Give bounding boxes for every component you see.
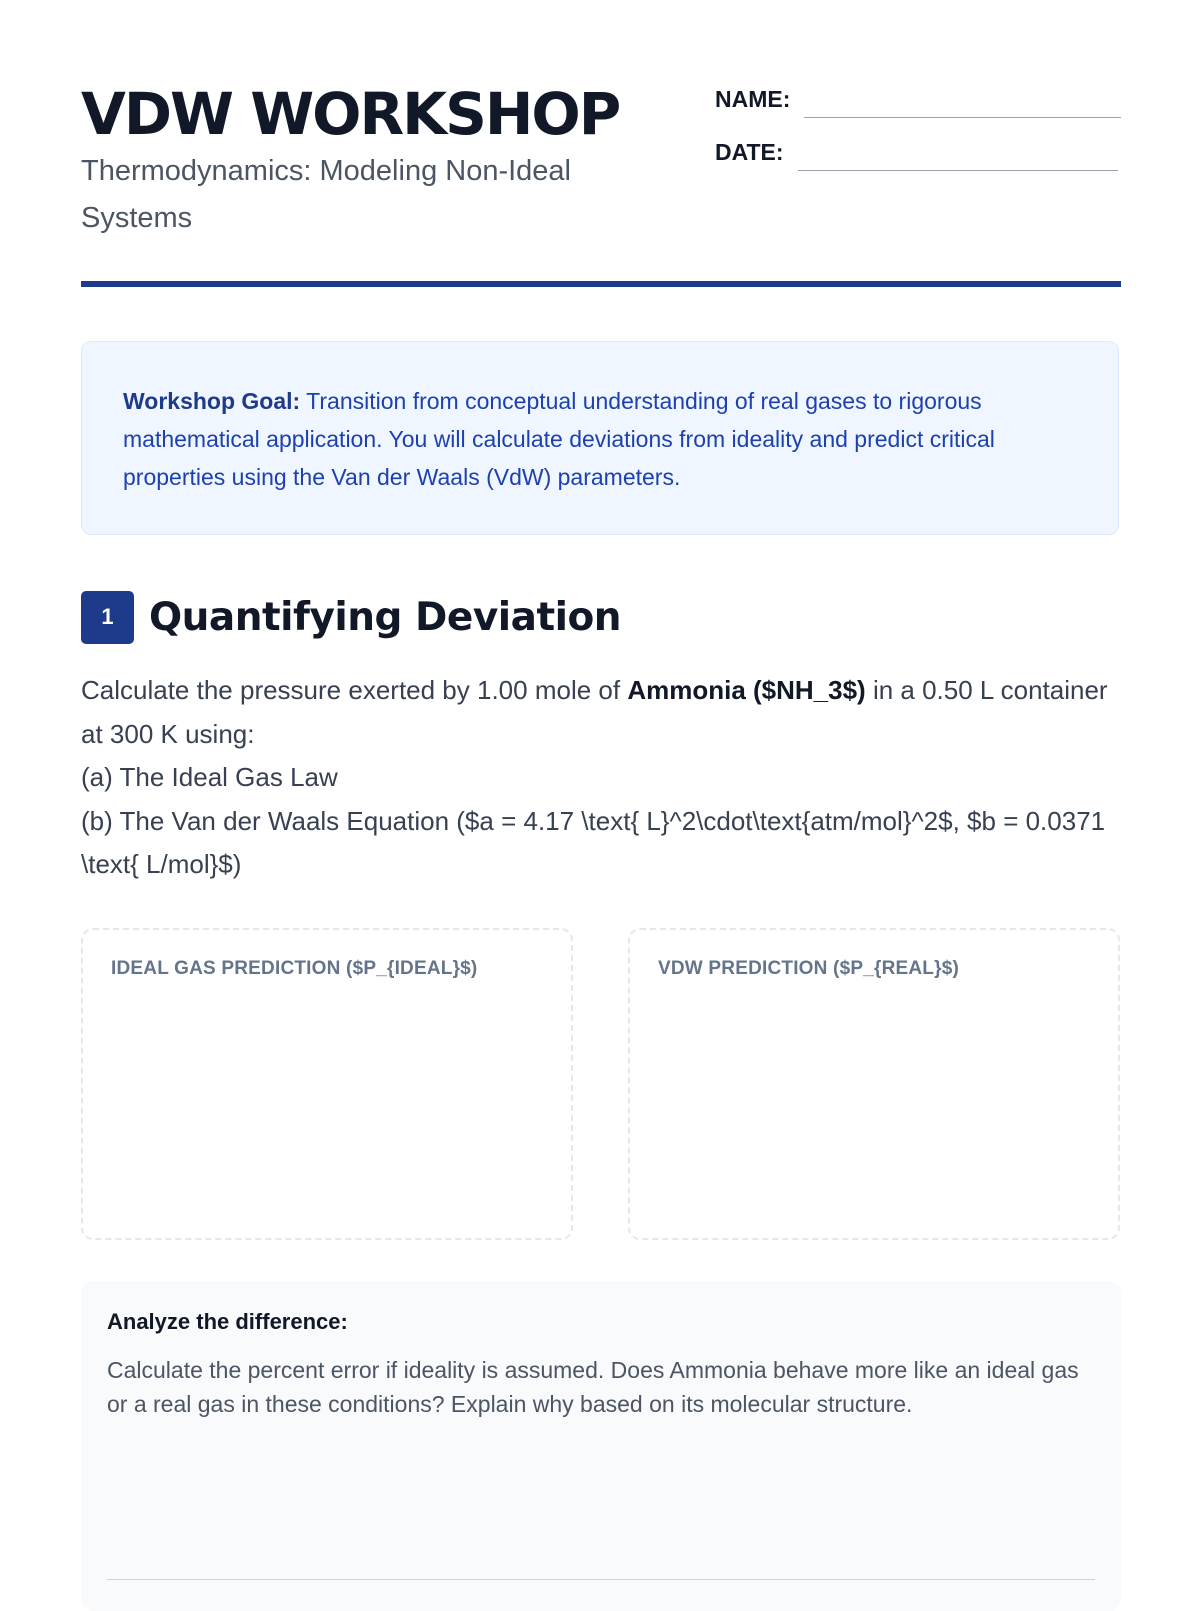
- goal-text: Transition from conceptual understanding of real gases to rigorous mathematical application. You will calculate deviations from ideality and predict critical properties using the Van der Waals (VdW) parameters.: [123, 388, 995, 490]
- analysis-title: Analyze the difference:: [107, 1309, 348, 1334]
- question-text: [81, 669, 1121, 887]
- analysis-answer-line[interactable]: [107, 1579, 1095, 1580]
- goal-label: Workshop Goal:: [123, 388, 301, 414]
- date-row: [715, 139, 1121, 165]
- name-row: [715, 86, 1121, 112]
- section-title: Quantifying Deviation: [149, 594, 622, 640]
- worksheet-header: [81, 82, 1121, 282]
- question-rest: in a 0.50 L container at 300 K using:: [81, 675, 1108, 749]
- workshop-goal-box: [81, 341, 1119, 535]
- page-subtitle: Thermodynamics: Modeling Non-Ideal Systems: [81, 155, 571, 234]
- question-part-b: (b) The Van der Waals Equation ($a = 4.17 \text{ L}^2\cdot\text{atm/mol}^2$, $b = 0.0371 \text{ L/mol}$): [81, 805, 1106, 879]
- ideal-gas-answer-label: IDEAL GAS PREDICTION ($P_{IDEAL}$): [111, 958, 478, 979]
- analysis-box: [81, 1281, 1121, 1611]
- question-part-a: (a) The Ideal Gas Law: [81, 762, 338, 792]
- section-number-badge: 1: [81, 591, 134, 644]
- date-label: DATE:: [715, 139, 784, 165]
- date-field[interactable]: [798, 170, 1118, 171]
- analysis-prompt: Calculate the percent error if ideality is assumed. Does Ammonia behave more like an ideal gas or a real gas in these conditions? Explain why based on its molecular structure.: [107, 1357, 1079, 1417]
- name-label: NAME:: [715, 86, 791, 112]
- question-substance: Ammonia ($NH_3$): [627, 675, 866, 705]
- section-header: [81, 590, 621, 644]
- page-title: VDW WORKSHOP: [81, 80, 620, 148]
- question-intro: Calculate the pressure exerted by 1.00 mole of: [81, 675, 628, 705]
- vdw-answer-box[interactable]: [628, 928, 1120, 1240]
- question-prompt: [81, 669, 1121, 756]
- vdw-answer-label: VDW PREDICTION ($P_{REAL}$): [658, 958, 959, 979]
- header-divider: [81, 281, 1121, 287]
- ideal-gas-answer-box[interactable]: [81, 928, 573, 1240]
- name-field[interactable]: [804, 117, 1121, 118]
